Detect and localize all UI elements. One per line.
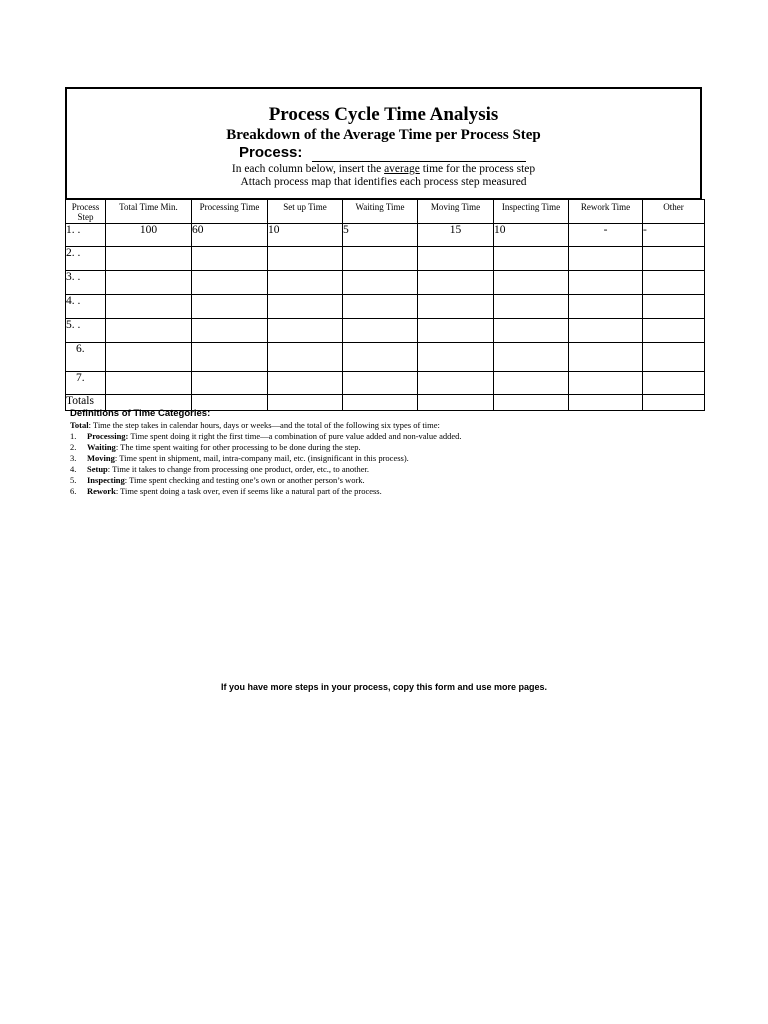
step-label: 3. . [66, 271, 106, 295]
other-time-cell[interactable] [643, 271, 705, 295]
waiting-time-cell[interactable] [343, 319, 418, 343]
table-row-5 [66, 319, 705, 343]
table-row-7 [66, 372, 705, 395]
moving-time-cell[interactable] [418, 319, 494, 343]
instruction-line-1 [67, 163, 700, 176]
col-header-process-step: Process Step [66, 200, 106, 224]
process-name-line [239, 144, 539, 164]
definition-text: : Time spent doing a task over, even if seems like a natural part of the process. [115, 486, 382, 496]
rework-time-cell[interactable] [569, 343, 643, 372]
definition-term: Rework [87, 486, 116, 496]
moving-time-cell[interactable] [418, 295, 494, 319]
setup-time-cell[interactable] [268, 372, 343, 395]
definition-term: Setup [87, 464, 108, 474]
table-row-3 [66, 271, 705, 295]
setup-time-cell[interactable] [268, 343, 343, 372]
inspecting-time-cell[interactable]: 10 [494, 224, 569, 247]
rework-time-cell[interactable] [569, 372, 643, 395]
cycle-time-table [65, 199, 705, 411]
definitions-section [70, 408, 690, 497]
moving-time-cell[interactable] [418, 271, 494, 295]
definition-term: Total [70, 420, 89, 430]
processing-time-cell[interactable] [192, 343, 268, 372]
definition-item [70, 475, 690, 486]
definition-item [70, 442, 690, 453]
rework-time-cell[interactable] [569, 247, 643, 271]
waiting-time-cell[interactable] [343, 295, 418, 319]
other-time-cell[interactable] [643, 247, 705, 271]
step-label: 4. . [66, 295, 106, 319]
moving-time-cell[interactable] [418, 372, 494, 395]
col-header-other: Other [643, 200, 705, 224]
moving-time-cell[interactable]: 15 [418, 224, 494, 247]
setup-time-cell[interactable]: 10 [268, 224, 343, 247]
setup-time-cell[interactable] [268, 271, 343, 295]
definition-item [70, 453, 690, 464]
waiting-time-cell[interactable] [343, 372, 418, 395]
processing-time-cell[interactable] [192, 319, 268, 343]
processing-time-cell[interactable] [192, 271, 268, 295]
definition-number: 5. [70, 475, 77, 485]
moving-time-cell[interactable] [418, 343, 494, 372]
waiting-time-cell[interactable] [343, 343, 418, 372]
step-label: 6. [66, 343, 106, 372]
total-time-cell[interactable] [106, 295, 192, 319]
moving-time-cell[interactable] [418, 247, 494, 271]
waiting-time-cell[interactable] [343, 271, 418, 295]
col-header-total-time: Total Time Min. [106, 200, 192, 224]
instruction-text-start: In each column below, insert the [231, 163, 385, 175]
definitions-heading: Definitions of Time Categories: [70, 408, 211, 419]
inspecting-time-cell[interactable] [494, 295, 569, 319]
instruction-text-end: time for the process step [419, 163, 536, 175]
col-header-processing-time: Processing Time [192, 200, 268, 224]
step-label: 1. . [66, 224, 106, 247]
col-header-moving-time: Moving Time [418, 200, 494, 224]
totals-label: Totals [66, 395, 106, 411]
setup-time-cell[interactable] [268, 319, 343, 343]
rework-time-cell[interactable] [569, 319, 643, 343]
setup-time-cell[interactable] [268, 295, 343, 319]
table-row-4 [66, 295, 705, 319]
col-header-setup-time: Set up Time [268, 200, 343, 224]
definition-item [70, 431, 690, 442]
form-title: Process Cycle Time Analysis [268, 104, 499, 125]
definition-number: 1. [70, 431, 77, 441]
col-header-rework-time: Rework Time [569, 200, 643, 224]
inspecting-time-cell[interactable] [494, 343, 569, 372]
definition-term: Processing: [87, 431, 129, 441]
form-header [65, 87, 702, 200]
inspecting-time-cell[interactable] [494, 372, 569, 395]
total-time-cell[interactable] [106, 319, 192, 343]
total-time-cell[interactable] [106, 343, 192, 372]
rework-time-cell[interactable] [569, 271, 643, 295]
other-time-cell[interactable] [643, 372, 705, 395]
process-label: Process: [239, 144, 303, 161]
process-name-field[interactable] [312, 147, 526, 162]
definition-number: 3. [70, 453, 77, 463]
definition-number: 6. [70, 486, 77, 496]
definition-term: Moving [87, 453, 115, 463]
other-time-cell[interactable] [643, 319, 705, 343]
definition-text: : Time spent in shipment, mail, intra-company mail, etc. (insignificant in this process). [114, 453, 409, 463]
other-time-cell[interactable] [643, 343, 705, 372]
inspecting-time-cell[interactable] [494, 319, 569, 343]
processing-time-cell[interactable] [192, 247, 268, 271]
instruction-emphasis: average [384, 163, 420, 175]
setup-time-cell[interactable] [268, 247, 343, 271]
definition-number: 4. [70, 464, 77, 474]
waiting-time-cell[interactable] [343, 247, 418, 271]
definition-number: 2. [70, 442, 77, 452]
processing-time-cell[interactable] [192, 295, 268, 319]
definition-text: Time spent doing it right the first time—a combination of pure value added and non-value added. [128, 431, 462, 441]
step-label: 5. . [66, 319, 106, 343]
table-header-row [66, 200, 705, 224]
definition-term: Inspecting [87, 475, 125, 485]
total-time-cell[interactable] [106, 271, 192, 295]
table-row-6 [66, 343, 705, 372]
footer-note: If you have more steps in your process, copy this form and use more pages. [220, 682, 548, 692]
definition-text: : Time the step takes in calendar hours, days or weeks—and the total of the following six types of time: [88, 420, 440, 430]
definition-text: : The time spent waiting for other processing to be done during the step. [115, 442, 361, 452]
other-time-cell[interactable]: - [643, 224, 705, 247]
step-label: 7. [66, 372, 106, 395]
instruction-line-2: Attach process map that identifies each process step measured [240, 176, 527, 188]
inspecting-time-cell[interactable] [494, 271, 569, 295]
table-row-1 [66, 224, 705, 247]
rework-time-cell[interactable] [569, 295, 643, 319]
processing-time-cell[interactable]: 60 [192, 224, 268, 247]
definition-text: : Time spent checking and testing one’s own or another person’s work. [124, 475, 365, 485]
rework-time-cell[interactable]: - [569, 224, 643, 247]
waiting-time-cell[interactable]: 5 [343, 224, 418, 247]
other-time-cell[interactable] [643, 295, 705, 319]
definition-item [70, 486, 690, 497]
definition-total [70, 420, 690, 431]
total-time-cell[interactable] [106, 247, 192, 271]
processing-time-cell[interactable] [192, 372, 268, 395]
definition-text: : Time it takes to change from processing one product, order, etc., to another. [107, 464, 370, 474]
form-subtitle: Breakdown of the Average Time per Process Step [226, 127, 541, 143]
total-time-cell[interactable]: 100 [106, 224, 192, 247]
col-header-inspecting-time: Inspecting Time [494, 200, 569, 224]
step-label: 2. . [66, 247, 106, 271]
definition-term: Waiting [87, 442, 116, 452]
total-time-cell[interactable] [106, 372, 192, 395]
definition-item [70, 464, 690, 475]
inspecting-time-cell[interactable] [494, 247, 569, 271]
table-row-2 [66, 247, 705, 271]
col-header-waiting-time: Waiting Time [343, 200, 418, 224]
